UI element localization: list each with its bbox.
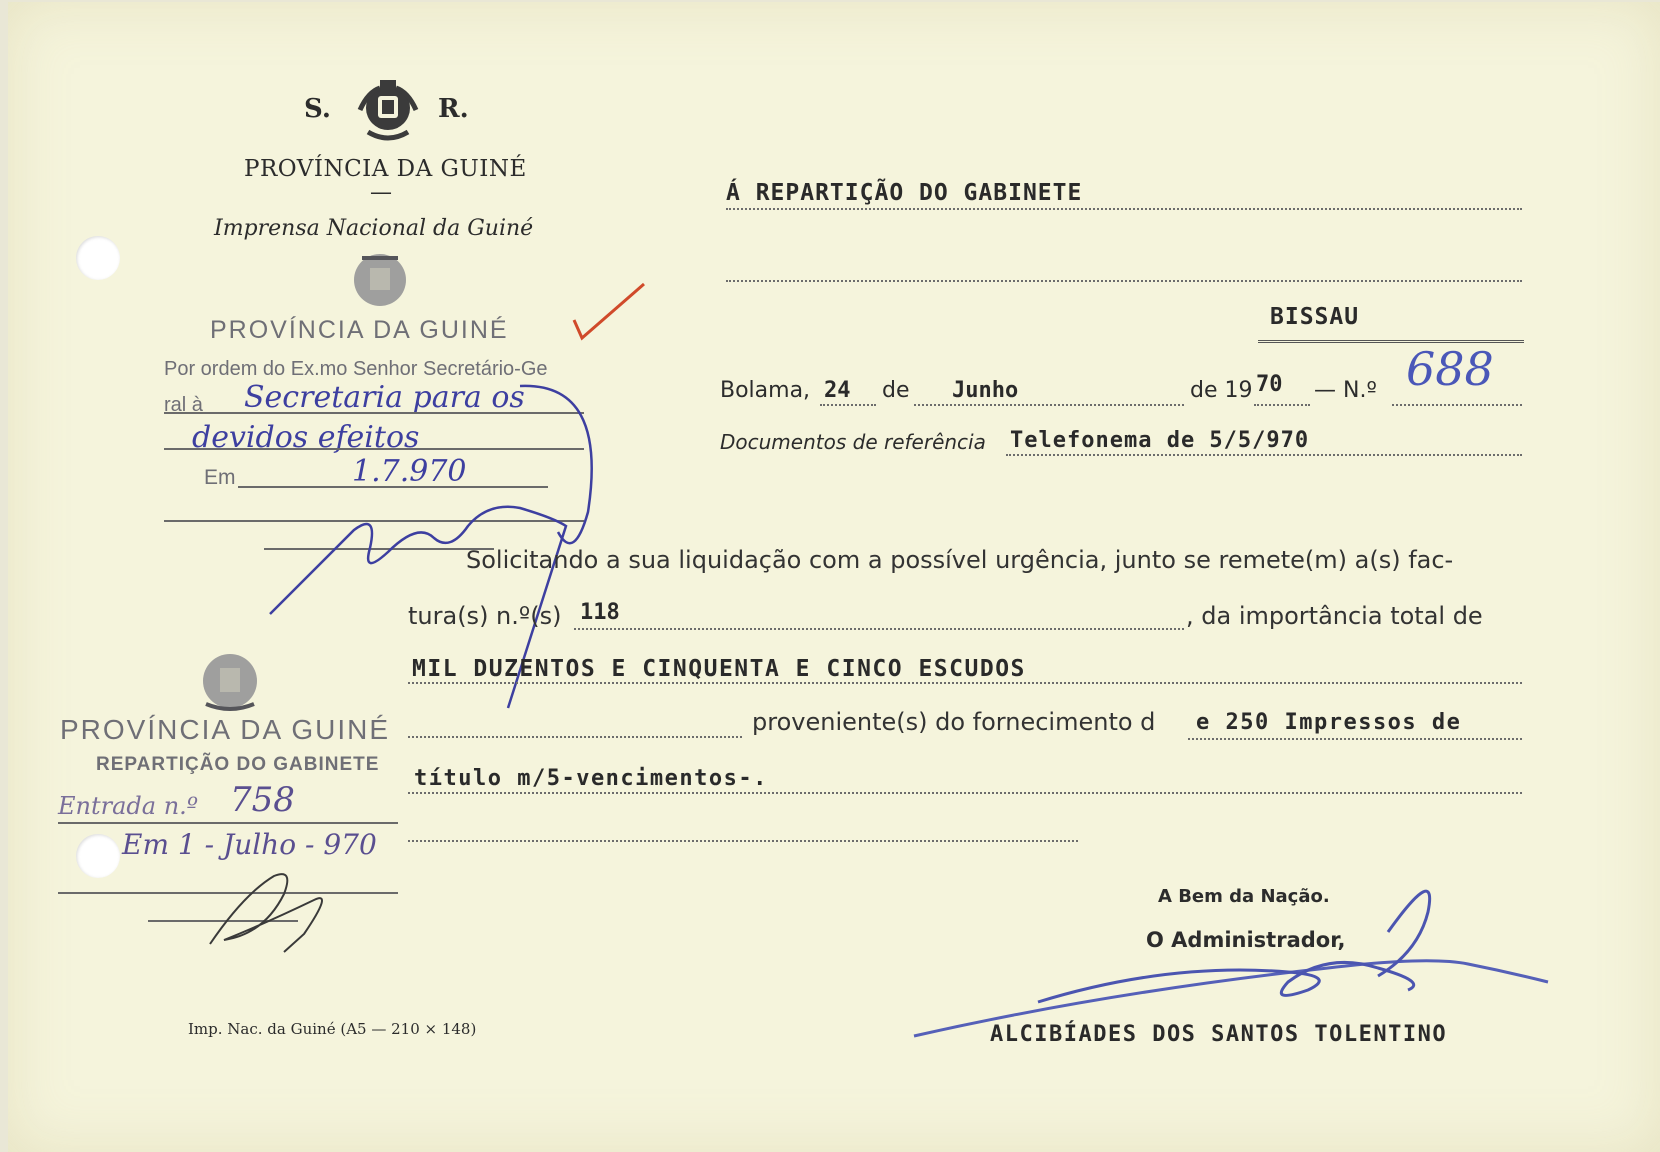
stamp-top-order-line: Por ordem do Ex.mo Senhor Secretário-Ge	[164, 358, 548, 380]
punch-hole-bottom	[76, 834, 120, 878]
supply-rule-2	[408, 792, 1522, 794]
number-rule	[1392, 404, 1522, 406]
day-rule	[820, 404, 876, 406]
amount-label: , da importância total de	[1186, 602, 1483, 630]
handwritten-devidos: devidos efeitos	[192, 420, 420, 455]
stamp-bottom-date: Em 1 - Julho - 970	[122, 828, 377, 861]
supply-rule-3	[408, 840, 1078, 842]
month-value: Junho	[952, 378, 1019, 403]
stamp-bottom-entrada-label: Entrada n.º	[58, 792, 199, 820]
year-value: 70	[1256, 372, 1283, 397]
letterhead-s: S.	[304, 94, 331, 124]
amount-rule	[408, 682, 1522, 684]
letterhead-r: R.	[438, 94, 469, 124]
year-label: de 19	[1190, 378, 1253, 403]
letterhead-dash: —	[370, 180, 392, 205]
coat-of-arms-icon	[350, 78, 426, 144]
addressee-rule-1	[726, 208, 1522, 210]
stamp-top-seal-icon	[340, 248, 420, 312]
document-sheet	[8, 2, 1660, 1152]
addressee-city: BISSAU	[1270, 304, 1360, 330]
punch-hole-top	[76, 236, 120, 280]
reference-value: Telefonema de 5/5/970	[1010, 428, 1310, 453]
addressee-line: Á REPARTIÇÃO DO GABINETE	[726, 180, 1083, 206]
letterhead-press: Imprensa Nacional da Guiné	[214, 216, 534, 241]
signatory-role: O Administrador,	[1146, 928, 1346, 952]
number-label: — N.º	[1314, 378, 1377, 403]
blank-rule	[408, 736, 742, 738]
amount-in-words: MIL DUZENTOS E CINQUENTA E CINCO ESCUDOS	[412, 656, 1026, 682]
proveniente-label: proveniente(s) do fornecimento d	[752, 708, 1156, 736]
stamp-bottom-entrada-number: 758	[230, 780, 295, 820]
stamp-bottom-line-1	[58, 822, 398, 824]
reference-label: Documentos de referência	[720, 430, 986, 454]
year-rule	[1254, 404, 1310, 406]
place-label: Bolama,	[720, 378, 811, 403]
day-value: 24	[824, 378, 851, 403]
invoice-label: tura(s) n.º(s)	[408, 602, 562, 630]
addressee-rule-2	[726, 280, 1522, 282]
closing-phrase: A Bem da Nação.	[1158, 886, 1330, 907]
stamp-top-date: 1.7.970	[352, 454, 467, 489]
supply-line-1: e 250 Impressos de	[1196, 710, 1462, 735]
stamp-bottom-seal-icon	[188, 648, 272, 714]
invoice-rule	[574, 628, 1184, 630]
signatory-name: ALCIBÍADES DOS SANTOS TOLENTINO	[990, 1022, 1448, 1047]
document-number: 688	[1406, 342, 1494, 396]
stamp-bottom-province: PROVÍNCIA DA GUINÉ	[60, 714, 391, 745]
supply-rule-1	[1188, 738, 1522, 740]
reference-rule	[1006, 454, 1522, 456]
stamp-bottom-initials-scribble	[204, 864, 344, 954]
invoice-number: 118	[580, 600, 620, 625]
body-line-1: Solicitando a sua liquidação com a possível urgência, junto se remete(m) a(s) fac-	[466, 546, 1454, 574]
supply-line-2: título m/5-vencimentos-.	[414, 766, 768, 791]
stamp-bottom-department: REPARTIÇÃO DO GABINETE	[96, 754, 380, 775]
handwritten-secretaria: Secretaria para os	[244, 380, 525, 415]
de-label-1: de	[882, 378, 910, 403]
month-rule	[914, 404, 1184, 406]
stamp-top-province: PROVÍNCIA DA GUINÉ	[210, 316, 509, 344]
stamp-top-em-label: Em	[204, 466, 236, 489]
stamp-top-ral-label: ral à	[164, 394, 203, 416]
letterhead-province: PROVÍNCIA DA GUINÉ	[244, 156, 527, 182]
check-mark-icon	[568, 282, 648, 342]
footer-imprint: Imp. Nac. da Guiné (A5 — 210 × 148)	[188, 1020, 477, 1038]
